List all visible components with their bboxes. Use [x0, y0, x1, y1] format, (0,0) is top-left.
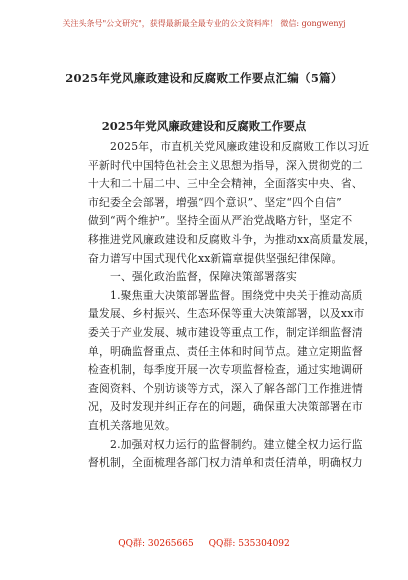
body-line: 2.加强对权力运行的监督制约。建立健全权力运行监: [110, 437, 363, 451]
body-line: 检查机制，每季度开展一次专项监督检查，通过实地调研: [88, 363, 363, 377]
section-title: 2025年党风廉政建设和反腐败工作要点: [101, 119, 307, 133]
body-line: 2025年，市直机关党风廉政建设和反腐败工作以习近: [110, 140, 370, 153]
body-line: 单，明确监督重点、责任主体和时间节点。建立定期监督: [88, 344, 363, 358]
header-promo-note: 关注头条号"公文研究"，获得最新最全最专业的公文资料库！ 微信: gongwenyj: [62, 19, 346, 28]
body-line: 做到“两个维护”。坚持全面从严治党战略方针，坚定不: [88, 214, 353, 228]
body-line: 督机制，全面梳理各部门权力清单和责任清单，明确权力: [88, 456, 363, 470]
body-line: 市纪委全会部署，增强“四个意识”、坚定“四个自信”: [88, 195, 342, 209]
body-line: 平新时代中国特色社会主义思想为指导，深入贯彻党的二: [88, 158, 363, 172]
body-line: 查阅资料、个别访谈等方式，深入了解各部门工作推进情: [88, 381, 363, 395]
body-line: 1.聚焦重大决策部署监督。围绕党中央关于推动高质: [110, 288, 363, 302]
document-body: [88, 138, 376, 473]
body-line: 十大和二十届二中、三中全会精神，全面落实中央、省、: [88, 177, 363, 191]
body-line: 移推进党风廉政建设和反腐败斗争，为推动xx高质量发展，: [88, 232, 376, 246]
body-line: 委关于产业发展、城市建设等重点工作，制定详细监督清: [88, 325, 363, 339]
body-line: 奋力谱写中国式现代化xx新篇章提供坚强纪律保障。: [88, 251, 343, 265]
body-line: 况，及时发现并纠正存在的问题，确保重大决策部署在市: [88, 400, 363, 414]
body-line: 量发展、乡村振兴、生态环保等重大决策部署，以及xx市: [88, 307, 365, 321]
qq-group-2: QQ群: 535304092: [208, 539, 290, 549]
qq-group-1: QQ群: 30265665: [118, 539, 194, 549]
footer-qq-groups: [0, 536, 408, 549]
body-line: 直机关落地见效。: [88, 418, 176, 432]
section-heading: 一、强化政治监督，保障决策部署落实: [110, 270, 297, 284]
document-title: 2025年党风廉政建设和反腐败工作要点汇编（5篇）: [65, 71, 343, 85]
